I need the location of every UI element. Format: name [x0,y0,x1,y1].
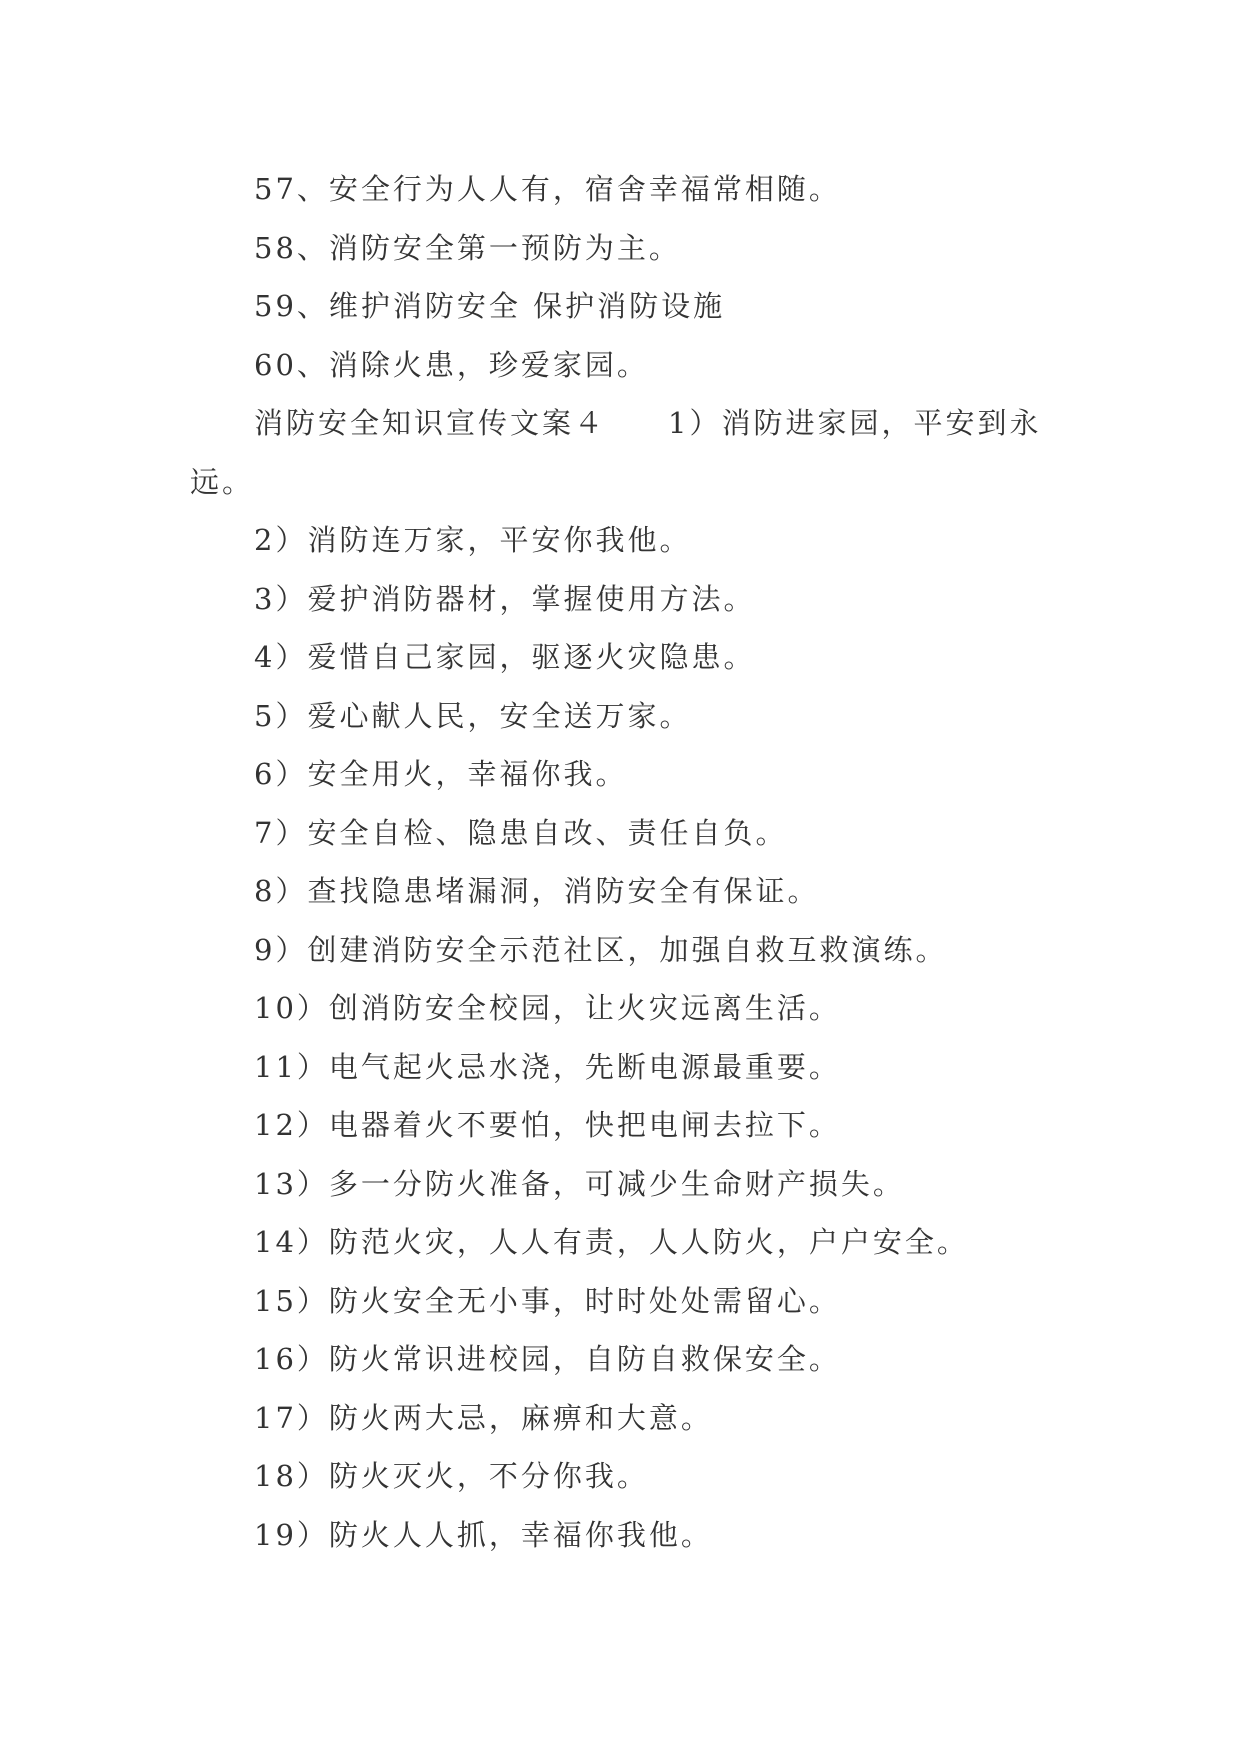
slogan-line: 10）创消防安全校园，让火灾远离生活。 [254,991,841,1025]
section-title: 消防安全知识宣传文案４ [254,406,607,440]
slogan-line: 12）电器着火不要怕，快把电闸去拉下。 [254,1108,841,1142]
slogan-line: 5）爱心献人民，安全送万家。 [254,698,692,733]
slogan-line: 15）防火安全无小事，时时处处需留心。 [254,1283,841,1318]
slogan-line: 13）多一分防火准备，可减少生命财产损失。 [254,1166,905,1201]
slogan-line: 2）消防连万家，平安你我他。 [254,523,692,557]
slogan-line: 7）安全自检、隐患自改、责任自负。 [254,815,788,850]
slogan-line: 6）安全用火，幸福你我。 [254,757,628,791]
slogan-line: 60、消除火患，珍爱家园。 [254,347,649,382]
slogan-line: 57、安全行为人人有，宿舍幸福常相随。 [254,172,841,206]
slogan-line: 14）防范火灾，人人有责，人人防火，户户安全。 [254,1225,969,1259]
slogan-line: 11）电气起火忌水浇，先断电源最重要。 [254,1049,841,1084]
slogan-line: 1）消防进家园，平安到永 [668,406,1042,440]
slogan-line: 3）爱护消防器材，掌握使用方法。 [254,581,756,616]
slogan-line: 18）防火灭火，不分你我。 [254,1459,649,1493]
slogan-line: 8）查找隐患堵漏洞，消防安全有保证。 [254,874,820,908]
slogan-line: 19）防火人人抓，幸福你我他。 [254,1517,713,1552]
document-body [190,160,1050,1564]
slogan-line: 17）防火两大忌，麻痹和大意。 [254,1400,713,1435]
slogan-continuation: 远。 [190,464,255,499]
slogan-line: 4）爱惜自己家园，驱逐火灾隐患。 [254,640,756,674]
slogan-line: 9）创建消防安全示范社区，加强自救互救演练。 [254,932,948,967]
slogan-line: 59、维护消防安全 保护消防设施 [254,289,726,323]
slogan-line: 16）防火常识进校园，自防自救保安全。 [254,1342,841,1376]
slogan-line: 58、消防安全第一预防为主。 [254,230,681,265]
section-heading-row [190,394,1050,453]
